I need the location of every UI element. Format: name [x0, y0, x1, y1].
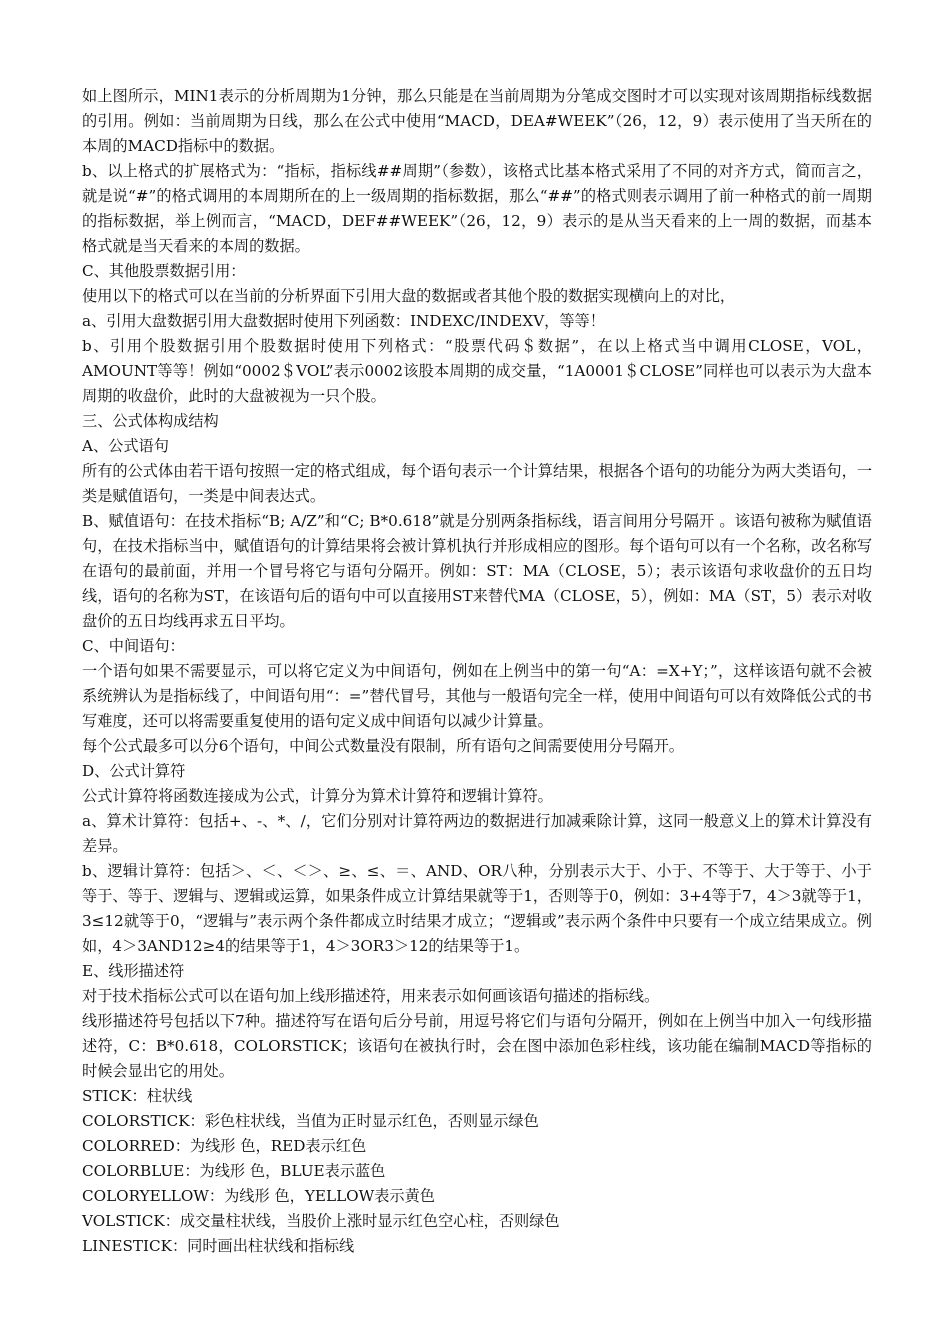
- heading-a-formula-statement: A、公式语句: [82, 437, 169, 455]
- paragraph-1: 如上图所示，MIN1表示的分析周期为1分钟，那么只能是在当前周期为分笔成交图时才可以实现对该周期指标线数据的引用。例如：当前周期为日线，那么在公式中使用“MACD，DEA#WEEK”（26，12，9）表示使用了当天所在的本周的MACD指标中的数据。: [82, 87, 872, 155]
- paragraph-2: b、以上格式的扩展格式为：“指标，指标线##周期”（参数），该格式比基本格式采用了不同的对齐方式，简而言之，就是说“#”的格式调用的本周期所在的上一级周期的指标数据，那么“##”的格式则表示调用了前一种格式的前一周期的指标数据，举上例而言，“MACD，DEF##WEEK”（26，12，9）表示的是从当天看来的上一周的数据，而基本格式就是当天看来的本周的数据。: [82, 162, 872, 255]
- heading-c-other-stock-data: C、其他股票数据引用：: [82, 262, 246, 280]
- paragraph-10: B、赋值语句：在技术指标“B; A/Z”和“C; B*0.618”就是分别两条指标线，语言间用分号隔开 。该语句被称为赋值语句，在技术指标当中，赋值语句的计算结果将会被计算机执行并形成相应的图形。每个语句可以有一个名称，改名称写在语句的最前面，并用一个冒号将它与语句分隔开。例如：ST：MA（CLOSE，5）；表示该语句求收盘价的五日均线，语句的名称为ST，在该语句后的语句中可以直接用ST来替代MA（CLOSE，5），例如：MA（ST，5）表示对收盘价的五日均线再求五日平均。: [82, 512, 872, 630]
- paragraph-9: 所有的公式体由若干语句按照一定的格式组成，每个语句表示一个计算结果，根据各个语句的功能分为两大类语句，一类是赋值语句，一类是中间表达式。: [82, 462, 872, 505]
- list-item-colorstick: COLORSTICK：彩色柱状线，当值为正时显示红色，否则显示绿色: [82, 1112, 539, 1130]
- paragraph-4: 使用以下的格式可以在当前的分析界面下引用大盘的数据或者其他个股的数据实现横向上的对比，: [82, 287, 736, 305]
- heading-c-intermediate-statement: C、中间语句：: [82, 637, 185, 655]
- paragraph-12: 一个语句如果不需要显示，可以将它定义为中间语句，例如在上例当中的第一句“A：=X+Y；”，这样该语句就不会被系统辨认为是指标线了，中间语句用“：=”替代冒号，其他与一般语句完全一样，使用中间语句可以有效降低公式的书写难度，还可以将需要重复使用的语句定义成中间语句以减少计算量。: [82, 662, 872, 730]
- list-item-volstick: VOLSTICK：成交量柱状线，当股价上涨时显示红色空心柱，否则绿色: [82, 1212, 560, 1230]
- paragraph-6: b、引用个股数据引用个股数据时使用下列格式：“股票代码＄数据”，在以上格式当中调用CLOSE，VOL，AMOUNT等等！例如“0002＄VOL”表示0002该股本周期的成交量，“1A0001＄CLOSE”同样也可以表示为大盘本周期的收盘价，此时的大盘被视为一只个股。: [82, 337, 872, 405]
- paragraph-15: 公式计算符将函数连接成为公式，计算分为算术计算符和逻辑计算符。: [82, 787, 553, 805]
- heading-e-line-descriptors: E、线形描述符: [82, 962, 185, 980]
- list-item-colorred: COLORRED：为线形 色，RED表示红色: [82, 1137, 367, 1155]
- document-body: [82, 84, 872, 1259]
- list-item-coloryellow: COLORYELLOW：为线形 色，YELLOW表示黄色: [82, 1187, 435, 1205]
- paragraph-16: a、算术计算符：包括+、-、*、/，它们分别对计算符两边的数据进行加减乘除计算，这同一般意义上的算术计算没有差异。: [82, 812, 872, 855]
- paragraph-19: 对于技术指标公式可以在语句加上线形描述符，用来表示如何画该语句描述的指标线。: [82, 987, 660, 1005]
- paragraph-5: a、引用大盘数据引用大盘数据时使用下列函数：INDEXC/INDEXV，等等！: [82, 312, 605, 330]
- heading-d-formula-operators: D、公式计算符: [82, 762, 186, 780]
- paragraph-13: 每个公式最多可以分6个语句，中间公式数量没有限制，所有语句之间需要使用分号隔开。: [82, 737, 684, 755]
- paragraph-20: 线形描述符号包括以下7种。描述符写在语句后分号前，用逗号将它们与语句分隔开，例如在上例当中加入一句线形描述符，C：B*0.618，COLORSTICK；该语句在被执行时，会在图中添加色彩柱线，该功能在编制MACD等指标的时候会显出它的用处。: [82, 1012, 872, 1080]
- paragraph-17: b、逻辑计算符：包括＞、＜、＜＞、≥、≤、＝、AND、OR八种，分别表示大于、小于、不等于、大于等于、小于等于、等于、逻辑与、逻辑或运算，如果条件成立计算结果就等于1，否则等于0，例如：3+4等于7，4＞3就等于1，3≤12就等于0，“逻辑与”表示两个条件都成立时结果才成立；“逻辑或”表示两个条件中只要有一个成立结果成立。例如，4＞3AND12≥4的结果等于1，4＞3OR3＞12的结果等于1。: [82, 862, 872, 955]
- list-item-linestick: LINESTICK：同时画出柱状线和指标线: [82, 1237, 355, 1255]
- list-item-colorblue: COLORBLUE：为线形 色，BLUE表示蓝色: [82, 1162, 386, 1180]
- heading-section-three: 三、公式体构成结构: [82, 412, 219, 430]
- list-item-stick: STICK：柱状线: [82, 1087, 193, 1105]
